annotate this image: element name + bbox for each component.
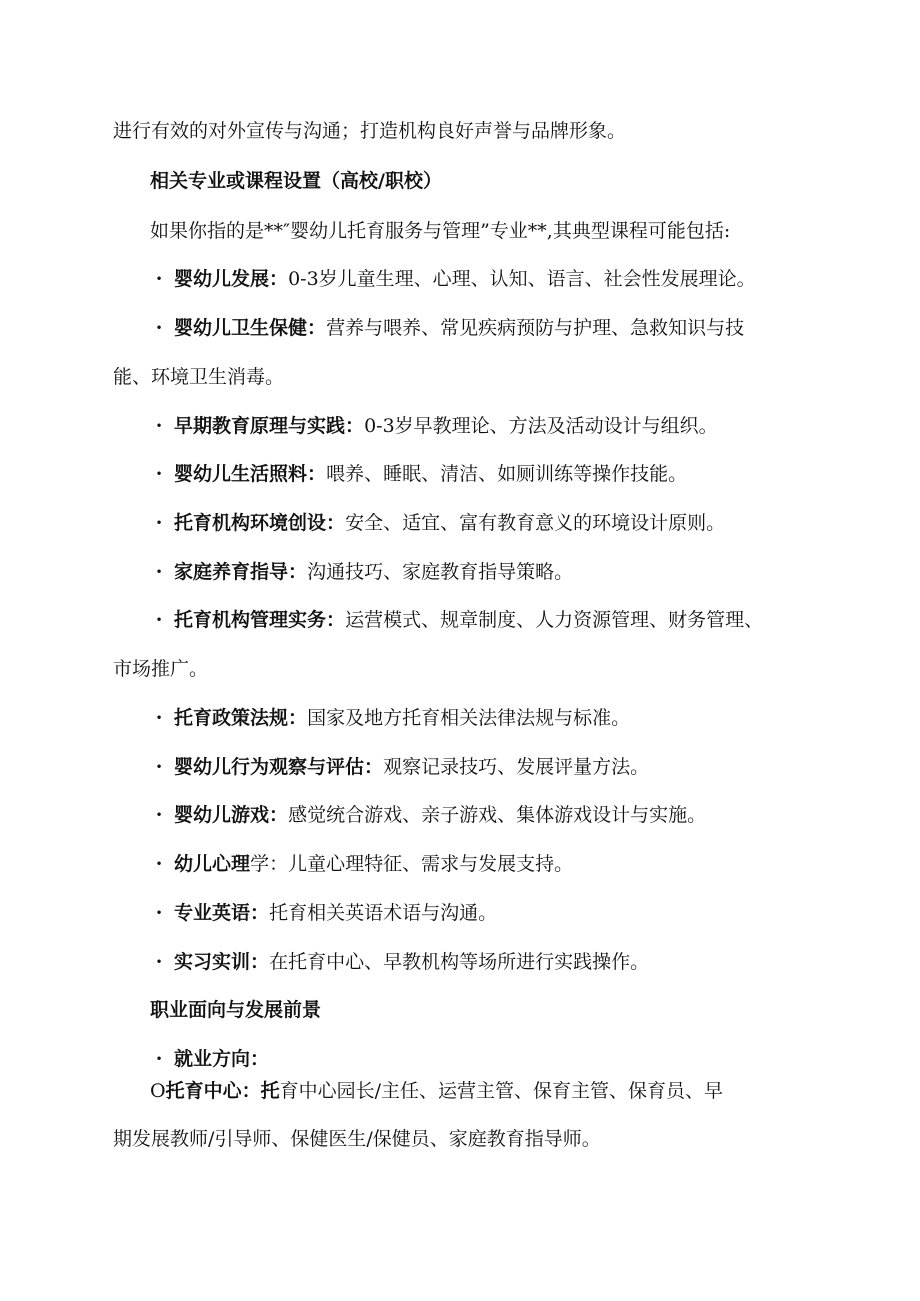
bullet-icon: · [155,756,163,778]
sub-term-extra: 托 [260,1080,280,1102]
list-item [150,510,725,536]
course-term: 实习实训： [174,951,270,973]
course-desc: 0-3岁儿童生理、心理、认知、语言、社会性发展理论。 [288,268,756,290]
bullet-icon: · [155,951,163,973]
course-desc: 感觉统合游戏、亲子游戏、集体游戏设计与实施。 [288,804,707,826]
bullet-icon: · [155,609,163,631]
course-term: 托育政策法规： [174,707,308,729]
bullet-icon: · [155,804,163,826]
course-desc: 喂养、睡眠、清洁、如厕训练等操作技能。 [326,463,688,485]
course-desc: 安全、适宜、富有教育意义的环境设计原则。 [345,512,726,534]
course-term: 婴幼儿游戏： [174,804,289,826]
sub-list-item-continuation: 期发展教师/引导师、保健医生/保健员、家庭教育指导师。 [113,1128,601,1150]
course-term: 婴幼儿卫生保健： [174,317,327,339]
employment-direction [150,1046,269,1072]
list-item [150,607,763,633]
list-item [150,754,649,780]
courses-heading: 相关专业或课程设置（高校/职校） [150,170,442,192]
sub-term: 托育中心： [165,1080,261,1102]
bullet-icon: · [155,268,163,290]
list-item [150,705,630,731]
course-desc: 0-3岁早教理论、方法及活动设计与组织。 [364,415,718,437]
course-desc: 托育相关英语术语与沟通。 [269,902,498,924]
bullet-icon: · [155,1048,163,1070]
circle-marker-icon: O [150,1080,166,1102]
career-heading: 职业面向与发展前景 [150,999,322,1021]
bullet-icon: · [155,561,163,583]
course-term: 家庭养育指导： [174,561,308,583]
bullet-icon: · [155,463,163,485]
course-desc: 学：儿童心理特征、需求与发展支持。 [250,853,574,875]
bullet-icon: · [155,707,163,729]
bullet-icon: · [155,415,163,437]
list-item [150,315,744,341]
list-item-continuation: 市场推广。 [113,658,209,680]
course-term: 专业英语： [174,902,270,924]
list-item-continuation: 能、环境卫生消毒。 [113,366,285,388]
intro-tail-paragraph: 进行有效的对外宣传与沟通；打造机构良好声誉与品牌形象。 [113,120,627,142]
sub-desc: 育中心园长/主任、运营主管、保育主管、保育员、早 [279,1080,724,1102]
course-desc: 运营模式、规章制度、人力资源管理、财务管理、 [345,609,764,631]
bullet-icon: · [155,512,163,534]
course-term: 婴幼儿生活照料： [174,463,327,485]
bullet-icon: · [155,902,163,924]
list-item [150,851,573,877]
list-item [150,949,649,975]
course-term: 幼儿心理 [174,853,251,875]
employment-label: 就业方向： [174,1048,270,1070]
course-desc: 营养与喂养、常见疾病预防与护理、急救知识与技 [326,317,745,339]
list-item [150,461,687,487]
list-item [150,559,573,585]
courses-intro: 如果你指的是**″婴幼儿托育服务与管理”专业**,其典型课程可能包括: [150,220,731,242]
course-term: 托育机构环境创设： [174,512,346,534]
course-desc: 沟通技巧、家庭教育指导策略。 [307,561,574,583]
sub-list-item [150,1078,723,1104]
list-item [150,802,706,828]
course-term: 托育机构管理实务： [174,609,346,631]
course-desc: 在托育中心、早教机构等场所进行实践操作。 [269,951,650,973]
course-desc: 观察记录技巧、发展评量方法。 [383,756,650,778]
bullet-icon: · [155,317,163,339]
bullet-icon: · [155,853,163,875]
course-term: 婴幼儿行为观察与评估： [174,756,384,778]
course-term: 早期教育原理与实践： [174,415,365,437]
list-item [150,266,756,292]
list-item [150,413,718,439]
list-item [150,900,497,926]
course-term: 婴幼儿发展： [174,268,289,290]
course-desc: 国家及地方托育相关法律法规与标准。 [307,707,631,729]
